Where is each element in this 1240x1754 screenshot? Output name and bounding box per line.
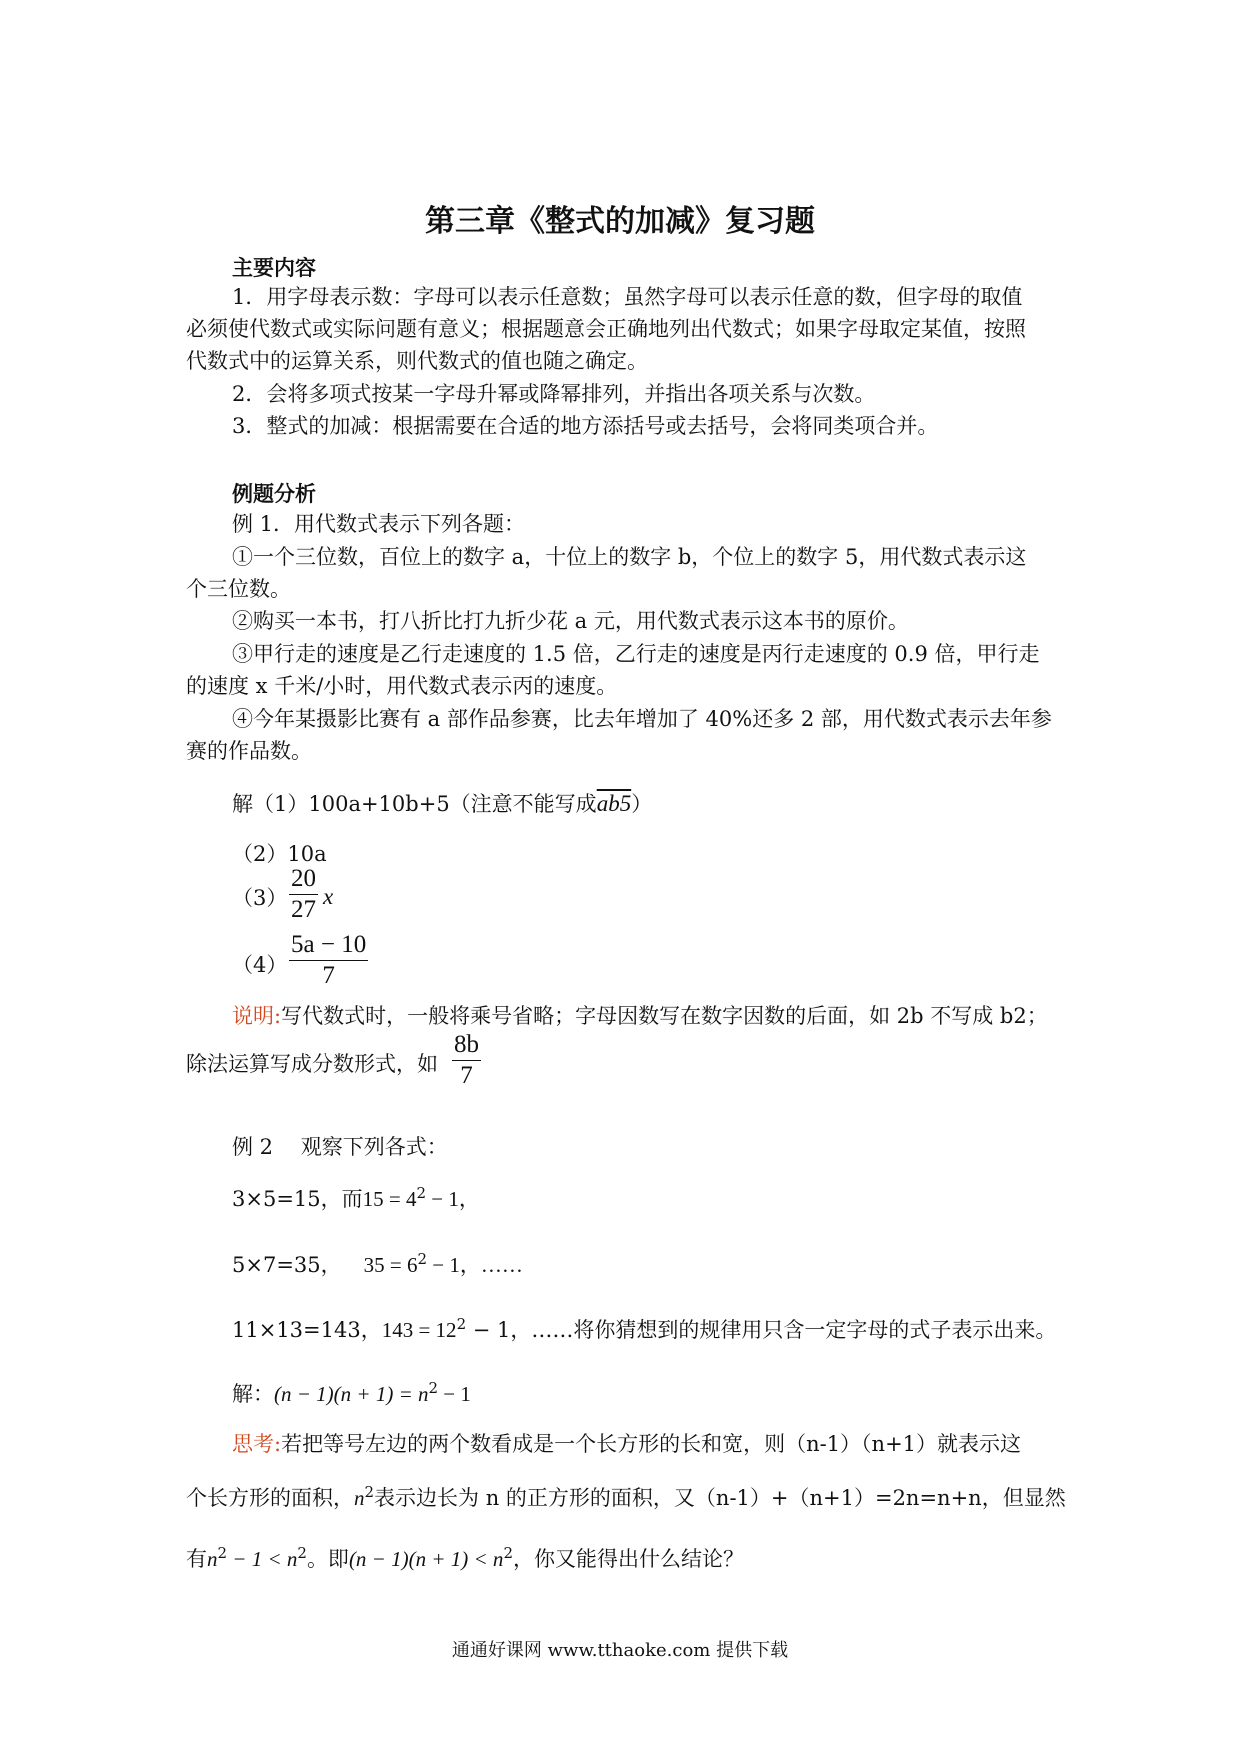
exponent: 2	[364, 1483, 375, 1501]
section-heading-main-content: 主要内容	[232, 255, 316, 280]
note-line-2: 除法运算写成分数形式，如	[186, 1052, 438, 1076]
fraction-denominator: 7	[322, 962, 335, 989]
think-text: 个长方形的面积，	[186, 1486, 354, 1510]
think-line-2	[186, 1484, 1066, 1512]
question-1-line-2: 个三位数。	[186, 577, 291, 601]
exponent: 2	[456, 1315, 467, 1333]
note-text: 写代数式时，一般将乘号省略；字母因数写在数字因数的后面，如 2b 不写成 b2；	[281, 1004, 1048, 1028]
think-text-tail: ，你又能得出什么结论？	[512, 1547, 744, 1571]
think-line-3	[186, 1545, 744, 1573]
equation-text: 3×5=15，而	[232, 1187, 363, 1211]
equation-math-tail: − 1，	[426, 1187, 480, 1211]
equation-math-tail: − 1，……	[427, 1253, 523, 1277]
fraction-numerator: 20	[291, 865, 316, 892]
paragraph-2: 2．会将多项式按某一字母升幂或降幂排列，并指出各项关系与次数。	[232, 382, 876, 406]
equation-text: 11×13=143，	[232, 1318, 382, 1342]
think-math: n	[354, 1486, 365, 1510]
example-2-intro: 例 2 观察下列各式：	[232, 1135, 448, 1159]
equation-math: 15 = 4	[362, 1187, 417, 1211]
paragraph-1-line-2: 必须使代数式或实际问题有意义；根据题意会正确地列出代数式；如果字母取定某值，按照	[186, 317, 1026, 341]
think-text: 。即	[306, 1547, 349, 1571]
equation-math: 143 = 12	[381, 1318, 457, 1342]
solution-expression-tail: − 1	[438, 1382, 471, 1406]
equation-tail-text: − 1，……将你猜想到的规律用只含一定字母的式子表示出来。	[466, 1318, 1057, 1342]
example-2-line-1	[232, 1185, 480, 1213]
think-math: n	[207, 1547, 218, 1571]
think-text-tail: 表示边长为 n 的正方形的面积，又（n-1）+（n+1）=2n=n+n，但显然	[374, 1486, 1066, 1510]
solution-label: 解：	[232, 1382, 274, 1406]
think-line-1	[232, 1430, 1021, 1458]
section-heading-examples: 例题分析	[232, 481, 316, 506]
paragraph-1-line-3: 代数式中的运算关系，则代数式的值也随之确定。	[186, 349, 648, 373]
think-text: 有	[186, 1547, 207, 1571]
exponent: 2	[428, 1379, 439, 1397]
fraction-numerator: 5a − 10	[291, 931, 367, 958]
question-4-line-1: ④今年某摄影比赛有 a 部作品参赛，比去年增加了 40%还多 2 部，用代数式表示去年参	[232, 707, 1052, 731]
page-title: 第三章《整式的加减》复习题	[425, 204, 815, 239]
question-2: ②购买一本书，打八折比打九折少花 a 元，用代数式表示这本书的原价。	[232, 609, 909, 633]
example-1-intro: 例 1．用代数式表示下列各题：	[232, 512, 526, 536]
example-2-line-3	[232, 1316, 1056, 1344]
exponent: 2	[297, 1544, 307, 1562]
paragraph-3: 3．整式的加减：根据需要在合适的地方添括号或去括号，会将同类项合并。	[232, 414, 939, 438]
fraction-numerator: 8b	[454, 1031, 479, 1058]
solution-1-suffix: ）	[631, 792, 653, 816]
question-3-line-2: 的速度 x 千米/小时，用代数式表示丙的速度。	[186, 674, 618, 698]
question-3-line-1: ③甲行走的速度是乙行走速度的 1.5 倍，乙行走的速度是丙行走速度的 0.9 倍，甲行走	[232, 642, 1040, 666]
note-line-1	[232, 1002, 1048, 1030]
think-label: 思考:	[232, 1432, 282, 1456]
question-4-line-2: 赛的作品数。	[186, 739, 312, 763]
exponent: 2	[417, 1250, 428, 1268]
overline-ab5: ab5	[596, 791, 632, 816]
think-text: 若把等号左边的两个数看成是一个长方形的长和宽，则（n-1）（n+1）就表示这	[281, 1432, 1022, 1456]
exponent: 2	[503, 1544, 513, 1562]
solution-4-label: （4）	[232, 953, 288, 977]
fraction-denominator: 27	[291, 896, 316, 923]
solution-example-2	[232, 1380, 471, 1408]
fraction-5a-minus-10-over-7	[289, 930, 368, 991]
variable-x: x	[323, 884, 334, 909]
solution-1	[232, 790, 652, 818]
page-footer: 通通好课网 www.tthaoke.com 提供下载	[451, 1640, 789, 1661]
solution-1-text: 解（1）100a+10b+5（注意不能写成	[232, 792, 597, 816]
solution-expression: (n − 1)(n + 1) = n	[274, 1382, 429, 1406]
question-1-line-1: ①一个三位数，百位上的数字 a，十位上的数字 b，个位上的数字 5，用代数式表示这	[232, 545, 1027, 569]
equation-text: 5×7=35，	[232, 1253, 342, 1277]
fraction-20-over-27	[289, 864, 318, 925]
exponent: 2	[416, 1184, 427, 1202]
think-math: (n − 1)(n + 1) < n	[348, 1547, 504, 1571]
fraction-8b-over-7	[452, 1030, 481, 1091]
note-label: 说明:	[232, 1004, 282, 1028]
paragraph-1-line-1: 1．用字母表示数：字母可以表示任意数；虽然字母可以表示任意的数，但字母的取值	[232, 285, 1023, 309]
equation-math: 35 = 6	[363, 1253, 418, 1277]
fraction-denominator: 7	[460, 1062, 473, 1089]
solution-2: （2）10a	[232, 842, 327, 866]
think-math: − 1 < n	[227, 1547, 298, 1571]
exponent: 2	[217, 1544, 228, 1562]
solution-3-label: （3）	[232, 886, 288, 910]
example-2-line-2	[232, 1251, 523, 1279]
